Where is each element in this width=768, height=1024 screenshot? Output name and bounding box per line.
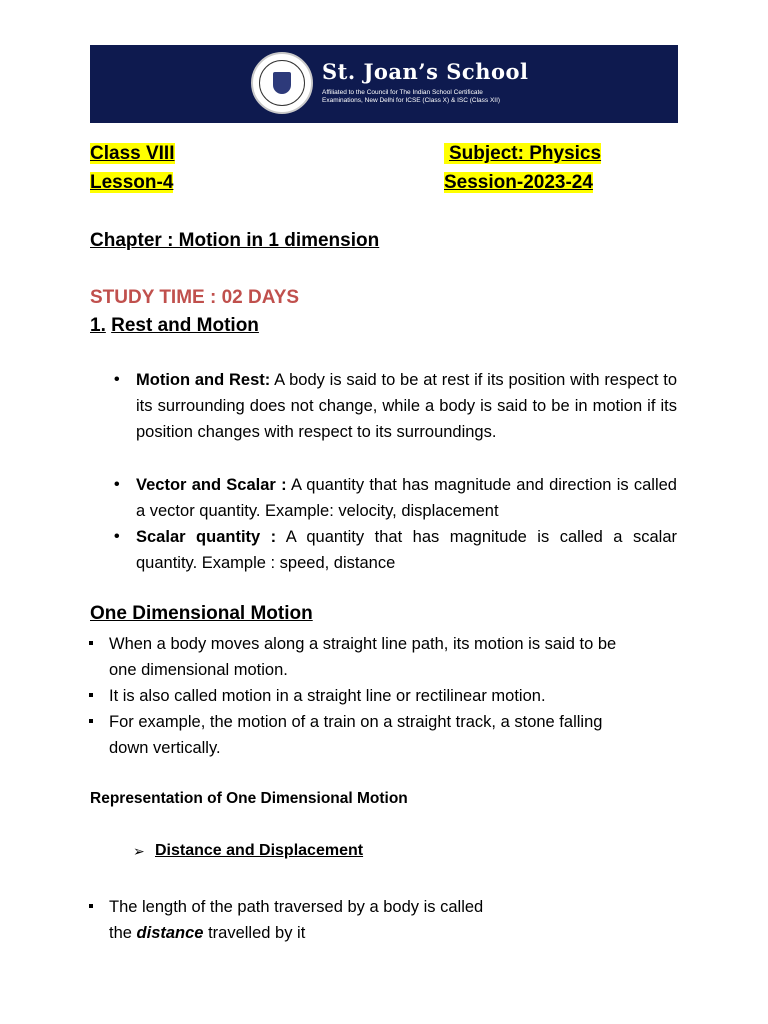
representation-heading: Representation of One Dimensional Motion <box>90 790 408 807</box>
bullet-icon: • <box>114 528 120 545</box>
section-heading-rest-and-motion: 1. Rest and Motion <box>90 315 259 336</box>
bullet-vector-and-scalar: Vector and Scalar : A quantity that has magnitude and direction is called a vector quantity. Example: velocity, displacement <box>136 476 677 520</box>
distance-displacement-heading: Distance and Displacement <box>155 842 364 859</box>
square-bullet-icon <box>89 641 93 645</box>
odm-item-3: For example, the motion of a train on a straight track, a stone falling down vertically. <box>109 713 603 757</box>
study-time: STUDY TIME : 02 DAYS <box>90 287 300 308</box>
bullet-scalar-quantity: Scalar quantity : A quantity that has magnitude is called a scalar quantity. Example : speed, distance <box>136 528 677 572</box>
section-heading-one-dimensional-motion: One Dimensional Motion <box>90 603 313 624</box>
school-affiliation: Affiliated to the Council for The Indian School Certificate Examinations, New Delhi for ICSE (Class X) & ISC (Class XII) <box>322 89 501 104</box>
bullet-motion-and-rest: Motion and Rest: A body is said to be at rest if its position with respect to its surrounding does not change, while a body is said to be in motion if its position changes with respect to its surroundings. <box>136 371 677 441</box>
arrow-bullet-icon: ➢ <box>133 843 145 859</box>
chapter-title: Chapter : Motion in 1 dimension <box>90 230 380 251</box>
class-label: Class VIII <box>90 143 175 164</box>
school-banner <box>90 45 678 123</box>
bullet-icon: • <box>114 476 120 493</box>
school-name: St. Joan’s School <box>322 59 529 84</box>
square-bullet-icon <box>89 904 93 908</box>
odm-item-2: It is also called motion in a straight line or rectilinear motion. <box>109 687 546 705</box>
square-bullet-icon <box>89 693 93 697</box>
distance-definition: The length of the path traversed by a body is called the distance travelled by it <box>109 898 484 942</box>
square-bullet-icon <box>89 719 93 723</box>
session-label: Session-2023-24 <box>444 172 593 193</box>
school-crest-icon <box>251 52 313 114</box>
lesson-label: Lesson-4 <box>90 172 174 193</box>
subject-label: Subject: Physics <box>444 143 601 165</box>
bullet-icon: • <box>114 371 120 388</box>
odm-item-1: When a body moves along a straight line path, its motion is said to be one dimensional motion. <box>109 635 617 679</box>
